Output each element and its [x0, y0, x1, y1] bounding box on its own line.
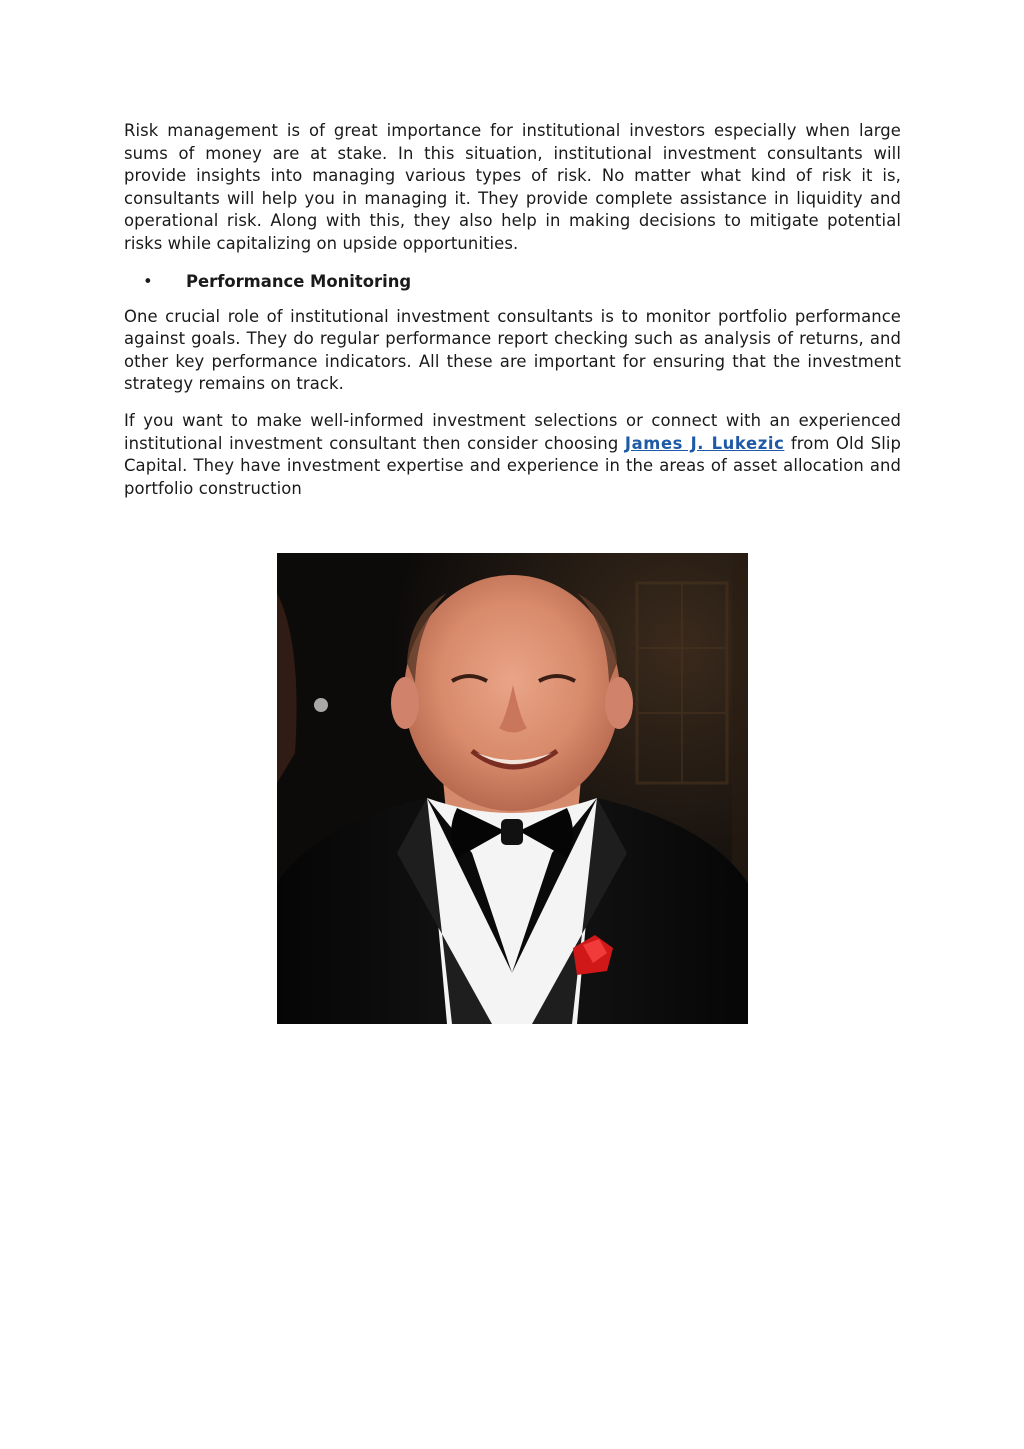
- portrait-photo: [277, 553, 748, 1024]
- paragraph-text-before-link: If you want to make well-informed investment selections or connect with an experienced institutional investment consultant then consider choosing: [124, 410, 901, 453]
- bullet-icon: •: [143, 271, 153, 291]
- bullet-heading: Performance Monitoring: [186, 271, 412, 291]
- paragraph-risk-management: Risk management is of great importance for institutional investors especially when large sums of money are at stake. In this situation, institutional investment consultants will provide insights into managing various types of risk. No matter what kind of risk it is, consultants will help you in managing it. They provide complete assistance in liquidity and operational risk. Along with this, they also help in making decisions to mitigate potential risks while capitalizing on upside opportunities.: [124, 121, 901, 253]
- paragraph-text-after-link: from Old Slip Capital. They have investment expertise and experience in the areas of asset allocation and portfolio construction: [124, 433, 902, 498]
- document-body: [124, 120, 901, 500]
- consultant-name-link[interactable]: James J. Lukezic: [624, 433, 785, 453]
- paragraph-consultant-recommendation: [124, 410, 901, 500]
- paragraph-performance-monitoring: One crucial role of institutional investment consultants is to monitor portfolio performance against goals. They do regular performance report checking such as analysis of returns, and other key performance indicators. All these are important for ensuring that the investment strategy remains on track.: [124, 306, 901, 394]
- bullet-item-performance-monitoring: [124, 270, 901, 294]
